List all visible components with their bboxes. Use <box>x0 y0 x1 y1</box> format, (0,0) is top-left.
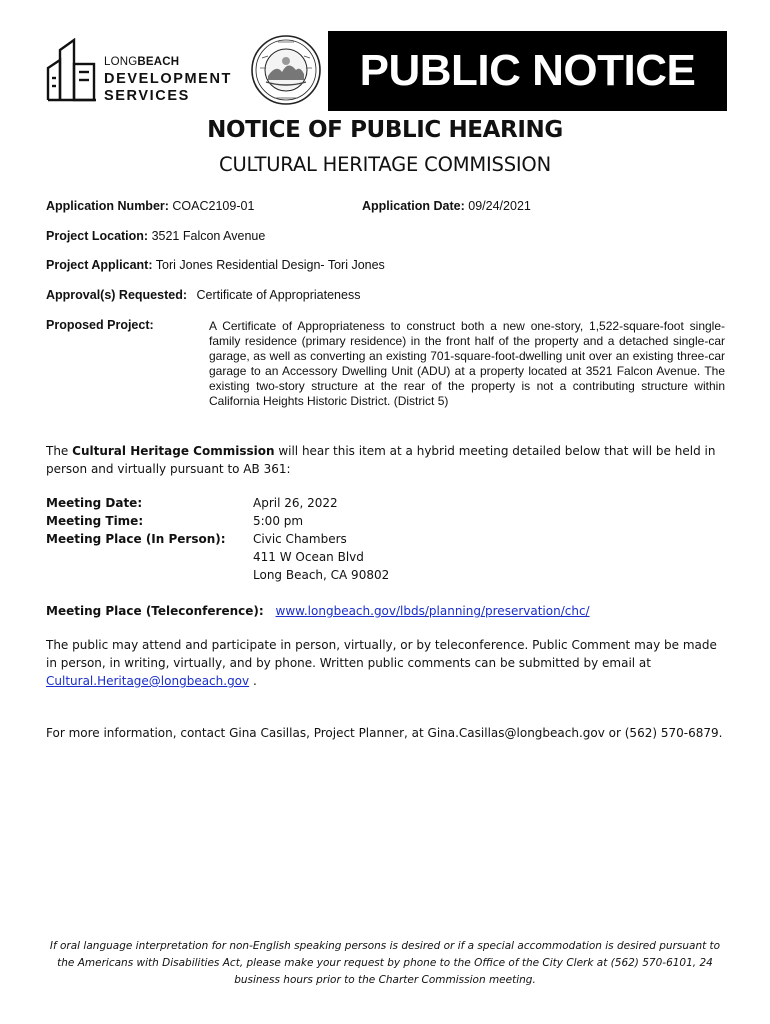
intro-paragraph <box>46 442 726 478</box>
teleconference-link[interactable]: www.longbeach.gov/lbds/planning/preservation/chc/ <box>275 604 590 618</box>
application-number-label: Application Number: <box>46 199 169 213</box>
public-notice-banner: PUBLIC NOTICE <box>328 31 727 111</box>
logo-long: LONG <box>104 56 138 68</box>
meeting-place-city: Long Beach, CA 90802 <box>253 568 390 582</box>
application-date-label: Application Date: <box>362 199 465 213</box>
proposed-project-label-text: Proposed Project: <box>46 318 154 332</box>
approvals-requested-value: Certificate of Appropriateness <box>196 288 361 302</box>
accessibility-footer: If oral language interpretation for non-English speaking persons is desired or if a special accommodation is desired pursuant to the Americans with Disabilities Act, please make your request by phone to the Office of the City Clerk at (562) 570-6101, 24 business hours prior to the Charter Commission meeting. <box>49 940 721 986</box>
project-applicant-value: Tori Jones Residential Design- Tori Jones <box>155 258 385 272</box>
teleconference-label: Meeting Place (Teleconference): <box>46 604 264 618</box>
project-applicant-label: Project Applicant: <box>46 258 153 272</box>
logo-wordmark <box>104 57 232 104</box>
proposed-project-label <box>46 318 154 332</box>
meeting-place-venue: Civic Chambers <box>253 532 347 546</box>
intro-text-after: will hear this item at a hybrid meeting detailed below that will be held in person and virtually pursuant to AB 361: <box>46 444 716 476</box>
application-number-value: COAC2109-01 <box>172 199 255 213</box>
page-title: NOTICE OF PUBLIC HEARING <box>207 117 563 143</box>
meeting-date-value: April 26, 2022 <box>253 496 338 510</box>
commission-name: Cultural Heritage Commission <box>72 444 275 458</box>
project-applicant <box>46 258 385 272</box>
contact-info: For more information, contact Gina Casillas, Project Planner, at Gina.Casillas@longbeach.gov or (562) 570-6879. <box>46 726 723 740</box>
public-comment-text: The public may attend and participate in person, virtually, or by teleconference. Public Comment may be made in person, in writing, virtually, and by phone. Written public comments can be submitted by email at <box>46 638 717 670</box>
city-seal-icon <box>250 34 322 106</box>
logo-development: DEVELOPMENT <box>104 70 232 87</box>
project-location-value: 3521 Falcon Avenue <box>151 229 266 243</box>
application-date <box>362 199 531 213</box>
project-location <box>46 229 265 243</box>
logo-beach: BEACH <box>137 56 180 68</box>
intro-text-before: The <box>46 444 73 458</box>
teleconference-row <box>46 602 590 620</box>
meeting-date-label: Meeting Date: <box>46 496 143 510</box>
public-comment-end: . <box>249 674 257 688</box>
meeting-time-label: Meeting Time: <box>46 514 144 528</box>
approvals-requested <box>46 288 360 302</box>
cultural-heritage-email-link[interactable]: Cultural.Heritage@longbeach.gov <box>46 674 250 688</box>
meeting-place-label: Meeting Place (In Person): <box>46 532 226 546</box>
page-subtitle: CULTURAL HERITAGE COMMISSION <box>219 153 551 176</box>
long-beach-building-logo-icon <box>46 38 98 102</box>
meeting-time-value: 5:00 pm <box>253 514 304 528</box>
application-number <box>46 199 254 213</box>
public-comment-paragraph <box>46 636 726 690</box>
application-date-value: 09/24/2021 <box>468 199 531 213</box>
approvals-requested-label: Approval(s) Requested: <box>46 288 187 302</box>
proposed-project-description: A Certificate of Appropriateness to construct both a new one-story, 1,522-square-foot single-family residence (primary residence) in the front half of the property and a detached single-car garage, as well as converting an existing 701-square-foot-dwelling unit over an existing three-car garage to an Accessory Dwelling Unit (ADU) at a property located at 3521 Falcon Avenue. The existing two-story structure at the rear of the property is not a contributing structure within California Heights Historic District. (District 5) <box>209 319 725 408</box>
meeting-place-street: 411 W Ocean Blvd <box>253 550 364 564</box>
project-location-label: Project Location: <box>46 229 149 243</box>
logo-services: SERVICES <box>104 88 190 104</box>
